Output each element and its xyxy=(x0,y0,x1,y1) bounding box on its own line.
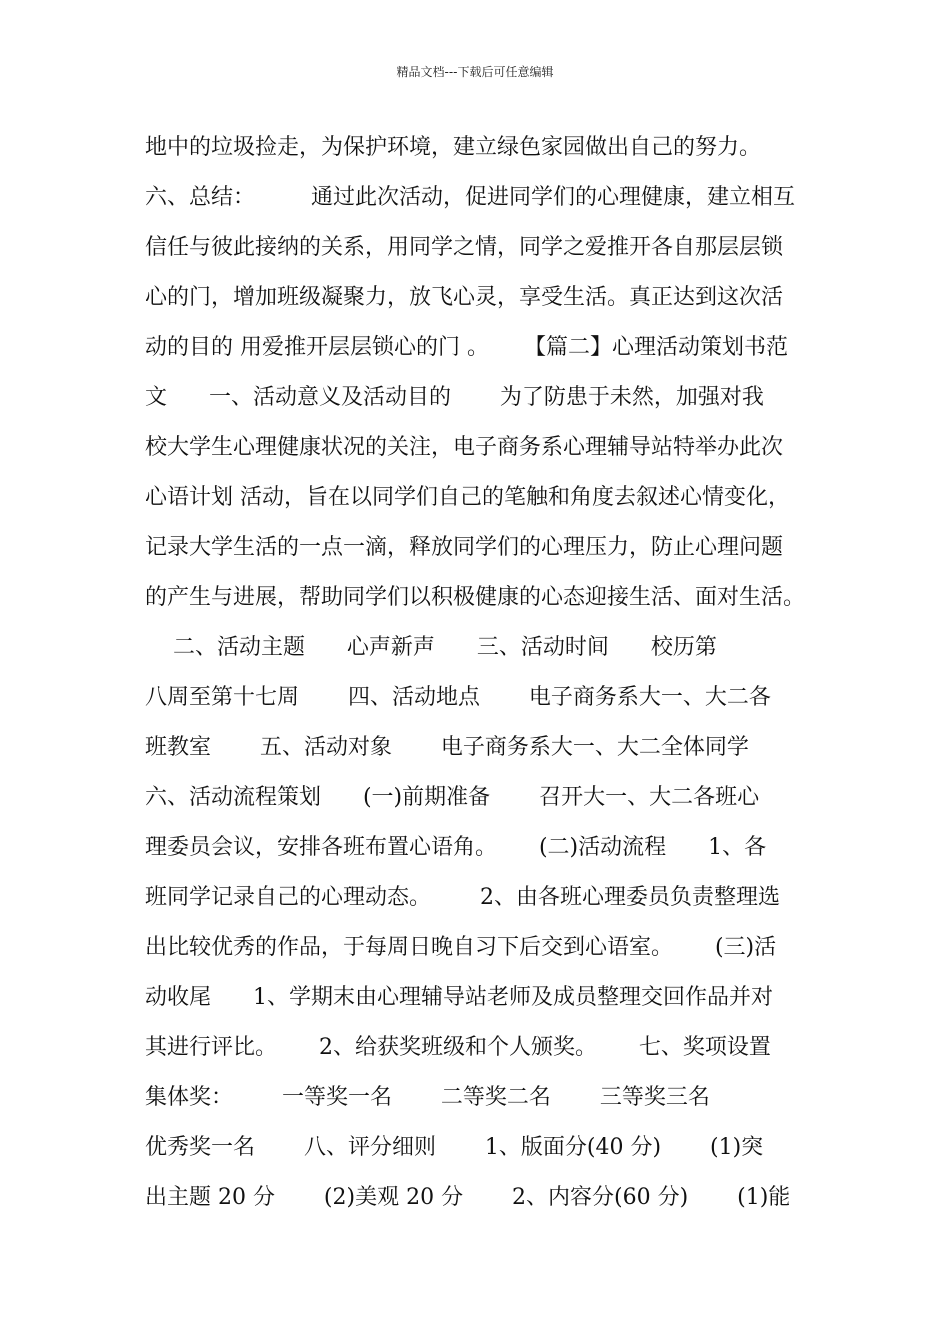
body-line: 理委员会议，安排各班布置心语角。 (二)活动流程 1、各 xyxy=(145,835,767,860)
body-line: 动的目的 用爱推开层层锁心的门 。 【篇二】心理活动策划书范 xyxy=(145,335,788,360)
body-line: 优秀奖一名 八、评分细则 1、版面分(40 分) (1)突 xyxy=(145,1135,764,1160)
document-body xyxy=(145,130,825,1230)
body-line: 班教室 五、活动对象 电子商务系大一、大二全体同学 xyxy=(145,735,749,760)
body-line: 六、活动流程策划 (一)前期准备 召开大一、大二各班心 xyxy=(145,785,760,810)
body-line: 心语计划 活动，旨在以同学们自己的笔触和角度去叙述心情变化， xyxy=(145,485,790,510)
body-line: 记录大学生活的一点一滴，释放同学们的心理压力，防止心理问题 xyxy=(145,535,784,560)
body-line: 校大学生心理健康状况的关注，电子商务系心理辅导站特举办此次 xyxy=(145,435,784,460)
body-line: 六、总结： 通过此次活动，促进同学们的心理健康，建立相互 xyxy=(145,185,795,210)
body-line: 动收尾 1、学期末由心理辅导站老师及成员整理交回作品并对 xyxy=(145,985,773,1010)
body-line: 出主题 20 分 (2)美观 20 分 2、内容分(60 分) (1)能 xyxy=(145,1185,791,1210)
body-line: 八周至第十七周 四、活动地点 电子商务系大一、大二各 xyxy=(145,685,771,710)
body-line: 地中的垃圾捡走，为保护环境，建立绿色家园做出自己的努力。 xyxy=(145,135,762,160)
body-line: 的产生与进展，帮助同学们以积极健康的心态迎接生活、面对生活。 xyxy=(145,585,806,610)
body-line: 集体奖： 一等奖一名 二等奖二名 三等奖三名 xyxy=(145,1085,710,1110)
page-header: 精品文档---下载后可任意编辑 xyxy=(396,65,554,79)
body-line: 出比较优秀的作品，于每周日晚自习下后交到心语室。 (三)活 xyxy=(145,935,777,960)
body-line: 其进行评比。 2、给获奖班级和个人颁奖。 七、奖项设置 xyxy=(145,1035,771,1060)
body-line: 文 一、活动意义及活动目的 为了防患于未然，加强对我 xyxy=(145,385,764,410)
body-line: 班同学记录自己的心理动态。 2、由各班心理委员负责整理选 xyxy=(145,885,780,910)
body-line: 心的门，增加班级凝聚力，放飞心灵，享受生活。真正达到这次活 xyxy=(145,285,784,310)
body-line: 信任与彼此接纳的关系，用同学之情，同学之爱推开各自那层层锁 xyxy=(145,235,784,260)
body-line: 二、活动主题 心声新声 三、活动时间 校历第 xyxy=(145,635,717,660)
